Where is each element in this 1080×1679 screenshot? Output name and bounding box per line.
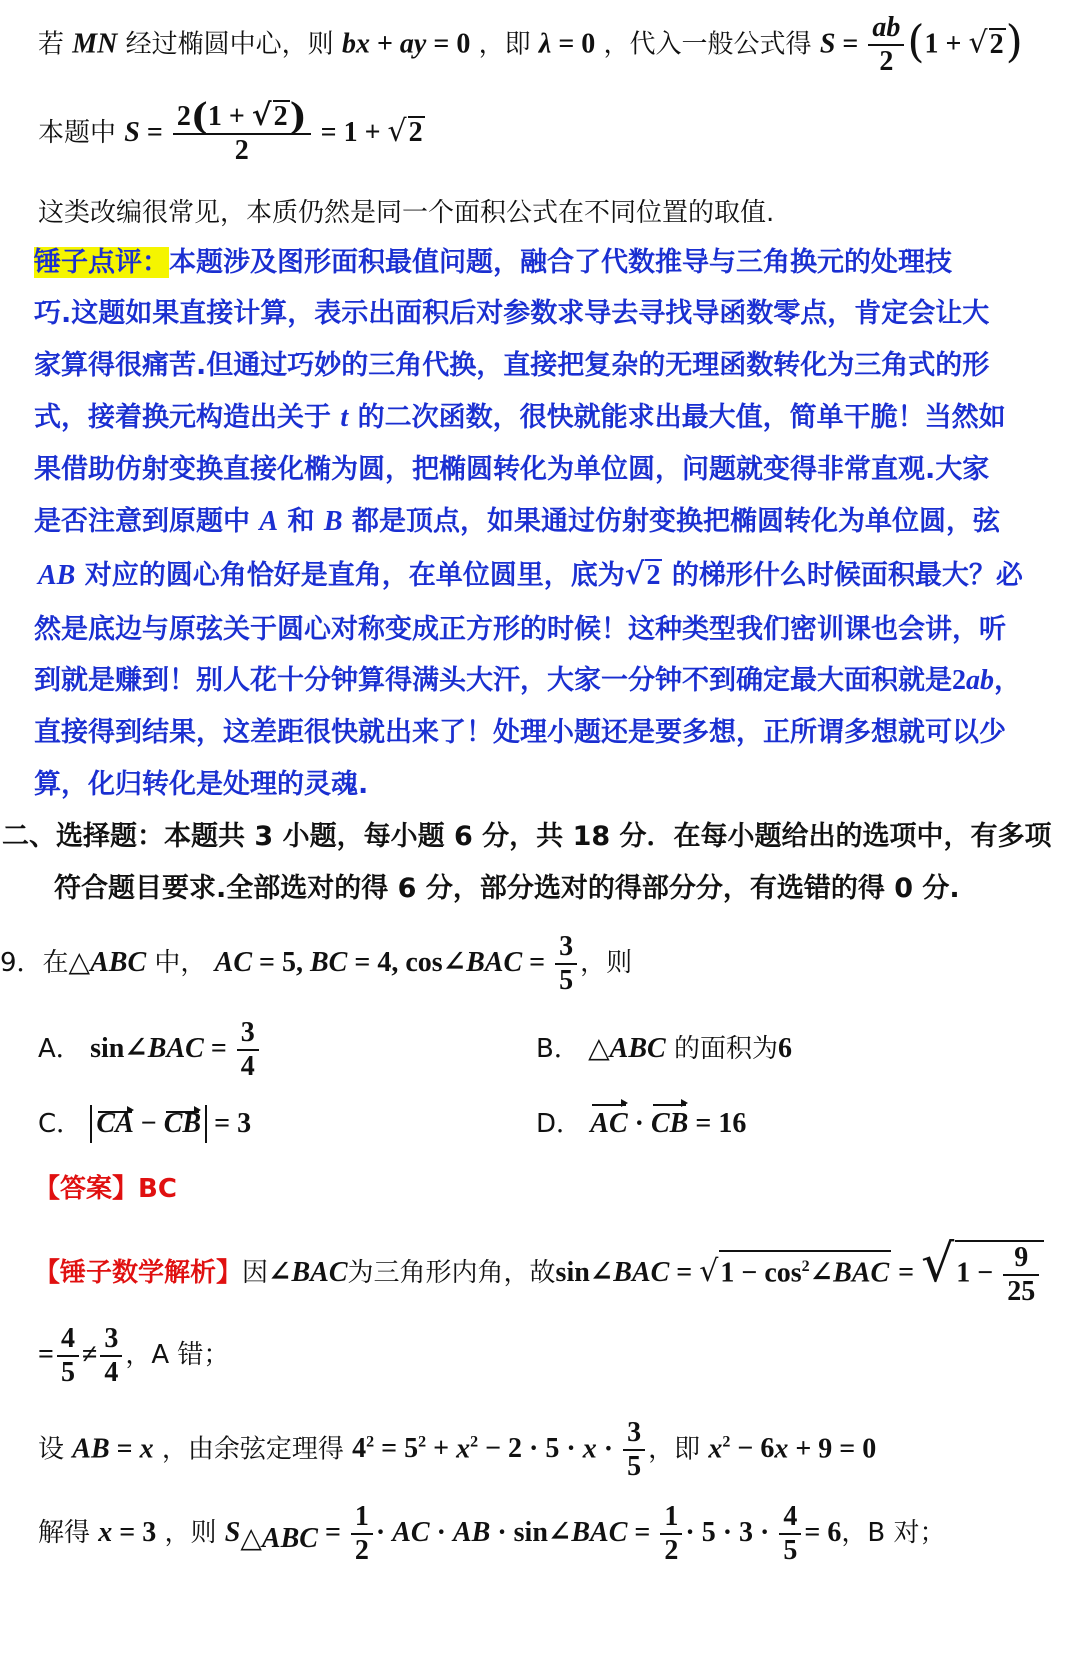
option-c: C． CA − CB = 3 <box>38 1102 251 1152</box>
comment-line-9: 到就是赚到！别人花十分钟算得满头大汗，大家一分钟不到确定最大面积就是2ab， <box>34 665 1021 696</box>
text: 本题中 <box>38 118 117 148</box>
comment-line-6: 是否注意到原题中 A 和 B 都是顶点，如果通过仿射变换把椭圆转化为单位圆，弦 <box>34 506 1000 537</box>
option-a: A． sin∠BAC = $\frac{3}{4}$ <box>38 1016 262 1086</box>
math-S: S <box>819 28 836 60</box>
text: ，代入一般公式得 <box>603 29 812 60</box>
text: 这类改编很常见，本质仍然是同一个面积公式在不同位置的取值. <box>38 198 775 228</box>
math-mn: MN <box>72 28 118 60</box>
comment-line-10: 直接得到结果，这差距很快就出来了！处理小题还是要多想，正所谓多想就可以少 <box>34 717 1006 748</box>
derivation-line-2: 本题中 S = $\frac{2(1 + √2)}{2}$ = 1 + √2 <box>38 96 423 166</box>
text: 若 <box>38 29 65 60</box>
analysis-line-3: 设 AB = x ，由余弦定理得 $4^2 = 5^2 + x^2 - 2 \cdot 5 \cdot x$ · $\frac{3}{5}$ ，即 $x^2 - 6x + 9 = 0$ <box>38 1416 877 1482</box>
math-lambda: λ <box>538 28 552 60</box>
comment-line-2: 巧.这题如果直接计算，表示出面积后对参数求导去寻找导函数零点，肯定会让大 <box>34 298 990 329</box>
fraction-S: $\frac{2(1 + √2)}{2}$ <box>173 100 311 167</box>
comment-line-8: 然是底边与原弦关于圆心对称变成正方形的时候！这种类型我们密训课也会讲，听 <box>34 614 1006 645</box>
analysis-line-1: 【锤子数学解析】因∠BAC为三角形内角，故sin∠BAC = $√1 - \cos^2\angle BAC = √1$ − $\frac{9}{25}$ <box>34 1234 1044 1304</box>
comment-line-7: AB 对应的圆心角恰好是直角，在单位圆里，底为√2 的梯形什么时候面积最大？必 <box>38 557 1023 592</box>
comment-line-5: 果借助仿射变换直接化椭为圆，把椭圆转化为单位圆，问题就变得非常直观.大家 <box>34 454 990 485</box>
math-bx-ay: bx <box>341 28 370 60</box>
option-d: D． AC · CB = 16 <box>536 1102 746 1152</box>
option-b: B． △ABC 的面积为6 <box>536 1033 792 1064</box>
analysis-line-4: 解得 x = 3 ，则 $S_{\triangle ABC}$ = $\frac{1}{2}$ · AC · AB · sin∠BAC = $\frac{1}{2}$ · 5 · 3 · $\frac{4}{5}$ = 6，B 对； <box>38 1500 946 1566</box>
comment-line-4: 式，接着换元构造出关于 t 的二次函数，很快就能求出最大值，简单干脆！当然如 <box>34 402 1006 433</box>
answer-value: BC <box>138 1174 177 1204</box>
text: 经过椭圆中心，则 <box>125 29 334 60</box>
section-heading-line-1: 二、选择题：本题共 3 小题，每小题 6 分，共 18 分．在每小题给出的选项中，有多项 <box>2 821 1052 852</box>
section-heading-line-2: 符合题目要求.全部选对的得 6 分，部分选对的得部分分，有选错的得 0 分. <box>54 873 960 904</box>
derivation-line-1: 若 MN 经过椭圆中心，则 bx + ay = 0 ，即 λ = 0 ，代入一般公式得 S = $\frac{ab}{2}$ (1 + √2) <box>38 12 1023 77</box>
question-number: 9．在 <box>0 948 69 978</box>
comment-line-1: 锤子点评：本题涉及图形面积最值问题，融合了代数推导与三角换元的处理技 <box>34 247 952 278</box>
analysis-line-2: = $\frac{4}{5}$ ≠ $\frac{3}{4}$ ，A 错； <box>38 1322 230 1388</box>
fraction-ab-over-2: $\frac{ab}{2}$ <box>868 12 904 78</box>
question-9-stem: 9．在△ABC 中， AC = 5, BC = 4, cos∠BAC = $\frac{3}{5}$ ，则 <box>0 930 633 996</box>
derivation-line-3 <box>38 196 774 230</box>
answer-line <box>34 1172 177 1206</box>
comment-label: 锤子点评： <box>34 247 169 278</box>
answer-label: 【答案】 <box>34 1174 139 1204</box>
text: ，即 <box>478 29 531 60</box>
analysis-label: 【锤子数学解析】 <box>34 1258 243 1288</box>
comment-line-11: 算，化归转化是处理的灵魂. <box>34 769 369 800</box>
comment-line-3: 家算得很痛苦.但通过巧妙的三角代换，直接把复杂的无理函数转化为三角式的形 <box>34 350 990 381</box>
